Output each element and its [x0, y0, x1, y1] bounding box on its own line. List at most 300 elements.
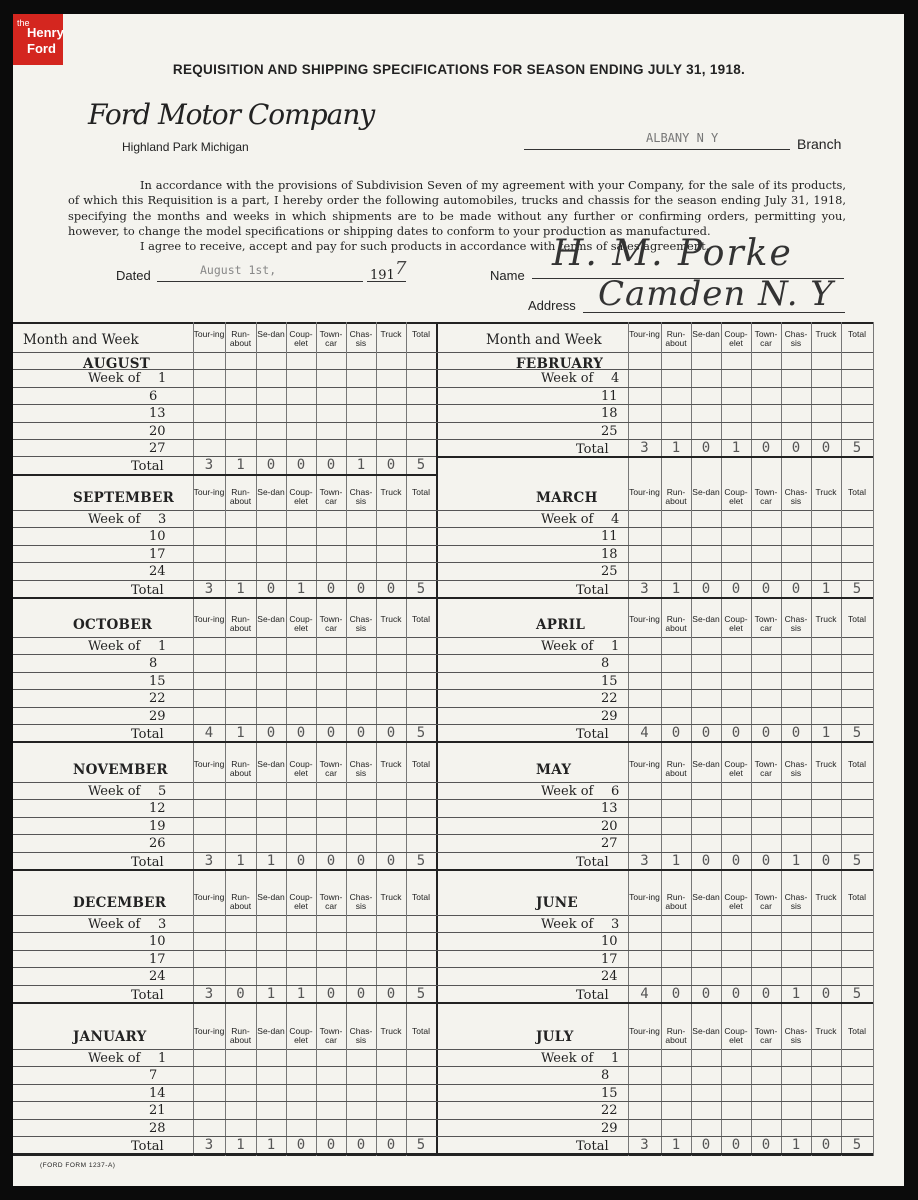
row-rule — [436, 422, 873, 423]
total-value: 4 — [640, 985, 649, 1002]
row-rule — [13, 932, 436, 933]
column-header-0: Tour-ing — [629, 1026, 660, 1036]
week-of-label: Week of — [88, 784, 141, 799]
week-of-label: Week of — [541, 371, 594, 387]
total-value: 0 — [701, 1137, 711, 1153]
column-header-4: Town-car — [754, 614, 778, 633]
total-value: 0 — [701, 580, 711, 597]
total-value: 3 — [204, 985, 214, 1002]
total-value: 4 — [204, 725, 214, 741]
week-of-label: Week of — [541, 1051, 594, 1066]
total-value: 1 — [671, 580, 681, 597]
week-number: 13 — [601, 801, 618, 817]
column-header-6: Truck — [380, 329, 402, 339]
column-header-5: Chas-sis — [784, 487, 808, 506]
total-label: Total — [131, 727, 164, 742]
agreement-accept-line: I agree to receive, accept and pay for such products in accordance with terms of sales agreement. — [140, 239, 710, 254]
column-header-7: Total — [848, 759, 866, 769]
row-rule — [436, 545, 873, 546]
row-rule — [436, 527, 873, 528]
week-number: 3 — [158, 917, 167, 932]
total-value: 0 — [731, 852, 741, 869]
column-header-4: Town-car — [319, 487, 343, 506]
row-rule — [436, 1066, 873, 1067]
total-value: 0 — [326, 985, 336, 1002]
total-label: Total — [576, 1139, 609, 1154]
total-value: 5 — [852, 1137, 862, 1153]
year-digit: 7 — [395, 258, 407, 279]
week-number: 22 — [149, 691, 166, 707]
logo-line-3: Ford — [27, 41, 56, 56]
column-header-2: Se-dan — [692, 759, 720, 769]
column-header-1: Run-about — [229, 1026, 252, 1045]
section-rule — [13, 1153, 436, 1155]
row-rule — [436, 672, 873, 673]
column-header-6: Truck — [380, 614, 402, 624]
week-of-label: Week of — [88, 371, 141, 387]
total-value: 1 — [791, 985, 801, 1002]
column-header-3: Coup-elet — [724, 892, 748, 911]
row-rule — [13, 707, 436, 708]
column-header-3: Coup-elet — [724, 329, 748, 348]
column-header-2: Se-dan — [257, 614, 285, 624]
total-value: 1 — [296, 985, 306, 1002]
column-header-5: Chas-sis — [784, 1026, 808, 1045]
total-value: 0 — [356, 1137, 366, 1153]
row-rule — [436, 387, 873, 388]
week-number: 14 — [149, 1085, 166, 1101]
total-value: 1 — [671, 852, 681, 869]
total-label: Total — [131, 854, 164, 870]
total-label: Total — [131, 987, 164, 1003]
total-value: 0 — [296, 1137, 306, 1153]
total-value: 1 — [266, 852, 276, 869]
total-value: 0 — [761, 725, 771, 741]
header-rule — [436, 782, 873, 783]
column-divider — [873, 480, 874, 607]
total-value: 0 — [761, 1137, 771, 1153]
row-rule — [436, 799, 873, 800]
total-value: 1 — [791, 1137, 801, 1153]
column-header-7: Total — [412, 329, 430, 339]
total-value: 0 — [701, 852, 711, 869]
column-header-1: Run-about — [665, 487, 687, 506]
row-rule — [13, 1066, 436, 1067]
column-divider — [873, 1019, 874, 1156]
total-value: 1 — [731, 440, 741, 456]
total-value: 1 — [356, 457, 366, 474]
section-rule — [13, 474, 436, 476]
row-rule — [13, 1084, 436, 1085]
total-value: 0 — [761, 440, 771, 456]
column-header-1: Run-about — [229, 487, 252, 506]
week-number: 29 — [601, 708, 618, 724]
week-number: 1 — [158, 371, 167, 387]
total-value: 1 — [821, 725, 831, 741]
total-value: 0 — [671, 985, 681, 1002]
total-value: 3 — [204, 457, 214, 474]
column-header-6: Truck — [815, 329, 837, 339]
company-script-logo: Ford Motor Company — [88, 98, 375, 131]
week-number: 20 — [149, 423, 166, 439]
column-header-4: Town-car — [319, 1026, 343, 1045]
column-header-7: Total — [848, 487, 866, 497]
week-number: 17 — [149, 951, 166, 967]
week-number: 18 — [601, 546, 618, 562]
column-header-1: Run-about — [665, 892, 687, 911]
column-header-5: Chas-sis — [349, 329, 373, 348]
column-header-7: Total — [412, 614, 430, 624]
total-value: 0 — [356, 985, 366, 1002]
total-label: Total — [576, 582, 609, 598]
total-value: 3 — [204, 580, 214, 597]
row-rule — [436, 1101, 873, 1102]
row-rule — [13, 689, 436, 690]
address-label: Address — [528, 298, 576, 313]
row-rule — [13, 387, 436, 388]
row-rule — [436, 1084, 873, 1085]
total-value: 3 — [640, 580, 649, 597]
total-value: 0 — [386, 1137, 396, 1153]
column-header-1: Run-about — [665, 329, 687, 348]
section-rule — [13, 597, 436, 599]
column-header-4: Town-car — [319, 614, 343, 633]
total-value: 0 — [761, 852, 771, 869]
total-value: 0 — [386, 852, 396, 869]
column-header-1: Run-about — [229, 329, 252, 348]
branch-line — [524, 149, 790, 150]
total-value: 3 — [640, 1137, 649, 1153]
month-name: MAY — [536, 762, 572, 778]
total-value: 1 — [236, 725, 245, 741]
total-value: 0 — [296, 725, 306, 741]
total-value: 0 — [731, 725, 741, 741]
total-value: 5 — [852, 852, 862, 869]
month-name: AUGUST — [83, 356, 151, 372]
total-value: 0 — [701, 725, 711, 741]
column-header-7: Total — [848, 892, 866, 902]
total-value: 1 — [671, 1137, 681, 1153]
week-number: 15 — [149, 673, 166, 689]
row-rule — [436, 707, 873, 708]
column-divider — [873, 322, 874, 480]
total-value: 1 — [236, 852, 245, 869]
row-rule — [13, 654, 436, 655]
total-value: 0 — [731, 1137, 741, 1153]
column-header-6: Truck — [380, 759, 402, 769]
column-header-2: Se-dan — [257, 892, 285, 902]
total-value: 3 — [640, 440, 649, 456]
agreement-paragraph: In accordance with the provisions of Subdivision Seven of my agreement with your Company, for the sale of its products, of which this Requisition is a part, I hereby order the following automobiles, trucks and chassis for the season ending July 31, 1918, specifying the months and weeks in which shipments are to be made without any further or confirming orders, permitting you, however, to change the model specifications or shipping dates to conform to your production as manufactured. — [68, 178, 846, 238]
column-header-2: Se-dan — [257, 487, 285, 497]
row-rule — [13, 369, 436, 370]
week-number: 8 — [601, 1068, 610, 1084]
week-number: 6 — [149, 388, 158, 404]
total-value: 1 — [236, 580, 245, 597]
total-value: 5 — [852, 580, 862, 597]
total-value: 5 — [852, 440, 862, 456]
column-header-3: Coup-elet — [289, 487, 313, 506]
total-value: 0 — [356, 852, 366, 869]
total-value: 0 — [821, 440, 831, 456]
henry-ford-logo — [13, 14, 63, 65]
row-rule — [436, 817, 873, 818]
column-header-5: Chas-sis — [349, 614, 373, 633]
column-header-0: Tour-ing — [193, 1026, 225, 1036]
total-value: 0 — [821, 852, 831, 869]
week-of-label: Week of — [541, 512, 594, 527]
total-value: 0 — [266, 725, 276, 741]
total-value: 1 — [266, 985, 276, 1002]
row-rule — [436, 950, 873, 951]
column-header-5: Chas-sis — [784, 759, 808, 778]
column-header-1: Run-about — [229, 614, 252, 633]
total-value: 1 — [296, 580, 306, 597]
column-header-7: Total — [848, 329, 866, 339]
total-value: 5 — [852, 985, 862, 1002]
column-header-3: Coup-elet — [289, 329, 313, 348]
column-header-5: Chas-sis — [349, 487, 373, 506]
total-value: 5 — [416, 985, 426, 1002]
week-number: 21 — [149, 1103, 166, 1119]
week-number: 26 — [149, 836, 166, 852]
column-header-4: Town-car — [754, 329, 778, 348]
row-rule — [13, 439, 436, 440]
column-header-0: Tour-ing — [193, 892, 225, 902]
column-header-3: Coup-elet — [724, 1026, 748, 1045]
week-number: 10 — [601, 934, 618, 950]
total-value: 5 — [416, 725, 426, 741]
row-rule — [436, 967, 873, 968]
year-line — [367, 281, 406, 282]
column-header-6: Truck — [380, 487, 402, 497]
week-number: 1 — [611, 1051, 620, 1066]
column-header-7: Total — [412, 487, 430, 497]
total-value: 0 — [296, 457, 306, 474]
page-title: REQUISITION AND SHIPPING SPECIFICATIONS FOR SEASON ENDING JULY 31, 1918. — [172, 62, 746, 77]
row-rule — [13, 404, 436, 405]
total-value: 1 — [821, 580, 831, 597]
column-header-4: Town-car — [319, 329, 343, 348]
total-label: Total — [131, 459, 164, 475]
total-value: 0 — [731, 985, 741, 1002]
section-rule — [436, 597, 873, 599]
week-number: 4 — [611, 512, 620, 527]
total-value: 0 — [236, 985, 245, 1002]
column-header-7: Total — [412, 759, 430, 769]
week-number: 22 — [601, 691, 618, 707]
column-header-2: Se-dan — [692, 329, 720, 339]
dated-label: Dated — [116, 268, 151, 283]
week-number: 24 — [149, 969, 166, 985]
total-value: 3 — [640, 852, 649, 869]
column-header-2: Se-dan — [692, 892, 720, 902]
column-header-0: Tour-ing — [629, 892, 660, 902]
column-header-7: Total — [412, 892, 430, 902]
column-header-6: Truck — [815, 487, 837, 497]
column-header-3: Coup-elet — [724, 759, 748, 778]
total-value: 0 — [671, 725, 681, 741]
week-of-label: Week of — [541, 639, 594, 654]
month-name: SEPTEMBER — [73, 490, 175, 506]
total-label: Total — [576, 854, 609, 870]
column-header-3: Coup-elet — [724, 487, 748, 506]
row-rule — [436, 689, 873, 690]
column-header-0: Tour-ing — [193, 329, 225, 339]
total-value: 3 — [204, 1137, 214, 1153]
column-header-1: Run-about — [229, 892, 252, 911]
row-rule — [13, 799, 436, 800]
week-of-label: Week of — [88, 512, 141, 527]
column-header-6: Truck — [815, 614, 837, 624]
week-number: 15 — [601, 1085, 618, 1101]
column-divider — [873, 885, 874, 1019]
month-name: MARCH — [536, 490, 598, 506]
total-value: 1 — [266, 1137, 276, 1153]
total-value: 0 — [386, 457, 396, 474]
total-value: 5 — [416, 580, 426, 597]
month-name: JUNE — [536, 895, 578, 911]
section-rule — [436, 1153, 873, 1155]
column-header-0: Tour-ing — [193, 614, 225, 624]
shipping-schedule-table — [13, 322, 873, 1156]
total-value: 0 — [791, 440, 801, 456]
total-value: 0 — [326, 1137, 336, 1153]
total-value: 0 — [356, 725, 366, 741]
week-number: 3 — [611, 917, 620, 932]
column-header-3: Coup-elet — [289, 759, 313, 778]
week-number: 13 — [149, 406, 166, 422]
total-value: 0 — [821, 985, 831, 1002]
week-number: 15 — [601, 673, 618, 689]
total-value: 0 — [326, 580, 336, 597]
week-number: 8 — [149, 656, 158, 672]
column-header-4: Town-car — [319, 892, 343, 911]
total-value: 0 — [296, 852, 306, 869]
total-value: 0 — [791, 580, 801, 597]
column-header-6: Truck — [815, 892, 837, 902]
total-value: 0 — [386, 580, 396, 597]
month-name: DECEMBER — [73, 895, 167, 911]
week-number: 6 — [611, 784, 620, 799]
total-value: 5 — [416, 852, 426, 869]
week-number: 7 — [149, 1068, 158, 1084]
total-label: Total — [576, 987, 609, 1003]
column-header-6: Truck — [815, 1026, 837, 1036]
column-header-2: Se-dan — [692, 614, 720, 624]
column-header-2: Se-dan — [257, 329, 285, 339]
total-value: 0 — [266, 457, 276, 474]
total-value: 5 — [416, 457, 426, 474]
week-number: 29 — [601, 1120, 618, 1136]
column-header-5: Chas-sis — [349, 759, 373, 778]
week-number: 27 — [601, 836, 618, 852]
week-number: 18 — [601, 406, 618, 422]
dated-line — [157, 281, 363, 282]
month-week-header: Month and Week — [23, 332, 139, 348]
total-label: Total — [131, 582, 164, 598]
total-value: 0 — [386, 725, 396, 741]
column-header-3: Coup-elet — [289, 614, 313, 633]
total-value: 0 — [386, 985, 396, 1002]
column-header-6: Truck — [815, 759, 837, 769]
row-rule — [13, 817, 436, 818]
column-header-0: Tour-ing — [193, 487, 225, 497]
column-header-5: Chas-sis — [349, 892, 373, 911]
header-rule — [436, 510, 873, 511]
column-divider — [873, 607, 874, 752]
week-number: 17 — [601, 951, 618, 967]
column-header-1: Run-about — [229, 759, 252, 778]
week-number: 11 — [601, 529, 618, 545]
column-header-6: Truck — [380, 1026, 402, 1036]
week-number: 1 — [158, 1051, 167, 1066]
column-header-2: Se-dan — [257, 1026, 285, 1036]
row-rule — [436, 932, 873, 933]
week-number: 5 — [158, 784, 167, 799]
total-value: 1 — [236, 457, 245, 474]
month-name: NOVEMBER — [73, 762, 168, 778]
column-header-0: Tour-ing — [629, 329, 660, 339]
row-rule — [13, 950, 436, 951]
section-rule — [436, 1002, 873, 1004]
column-header-7: Total — [848, 1026, 866, 1036]
column-header-0: Tour-ing — [629, 759, 660, 769]
column-header-3: Coup-elet — [289, 1026, 313, 1045]
column-header-4: Town-car — [319, 759, 343, 778]
total-value: 1 — [236, 1137, 245, 1153]
branch-value: ALBANY N Y — [646, 131, 719, 145]
month-name: JANUARY — [73, 1029, 147, 1045]
header-rule — [436, 1049, 873, 1050]
column-header-4: Town-car — [754, 892, 778, 911]
column-header-1: Run-about — [665, 1026, 687, 1045]
table-top-rule — [13, 322, 873, 324]
row-rule — [13, 672, 436, 673]
name-label: Name — [490, 268, 525, 283]
row-rule — [13, 545, 436, 546]
logo-line-2: Henry — [27, 25, 64, 40]
row-rule — [13, 422, 436, 423]
total-value: 0 — [356, 580, 366, 597]
column-header-2: Se-dan — [692, 487, 720, 497]
column-header-5: Chas-sis — [784, 614, 808, 633]
dated-value: August 1st, — [200, 263, 277, 277]
total-value: 0 — [326, 725, 336, 741]
week-number: 10 — [149, 529, 166, 545]
column-divider — [873, 752, 874, 885]
row-rule — [13, 967, 436, 968]
section-rule — [436, 456, 873, 458]
total-value: 0 — [761, 985, 771, 1002]
row-rule — [13, 562, 436, 563]
column-header-1: Run-about — [665, 759, 687, 778]
total-value: 3 — [204, 852, 214, 869]
logo-line-1: the — [17, 18, 30, 28]
form-number: (FORD FORM 1237-A) — [40, 1162, 116, 1169]
week-number: 10 — [149, 934, 166, 950]
week-number: 25 — [601, 423, 618, 439]
branch-label: Branch — [797, 136, 842, 152]
week-number: 24 — [601, 969, 618, 985]
month-week-header: Month and Week — [486, 332, 602, 348]
row-rule — [436, 562, 873, 563]
column-header-0: Tour-ing — [193, 759, 225, 769]
column-header-3: Coup-elet — [289, 892, 313, 911]
column-header-4: Town-car — [754, 759, 778, 778]
name-signature: H. M. Porke — [552, 233, 793, 274]
week-number: 11 — [601, 388, 618, 404]
